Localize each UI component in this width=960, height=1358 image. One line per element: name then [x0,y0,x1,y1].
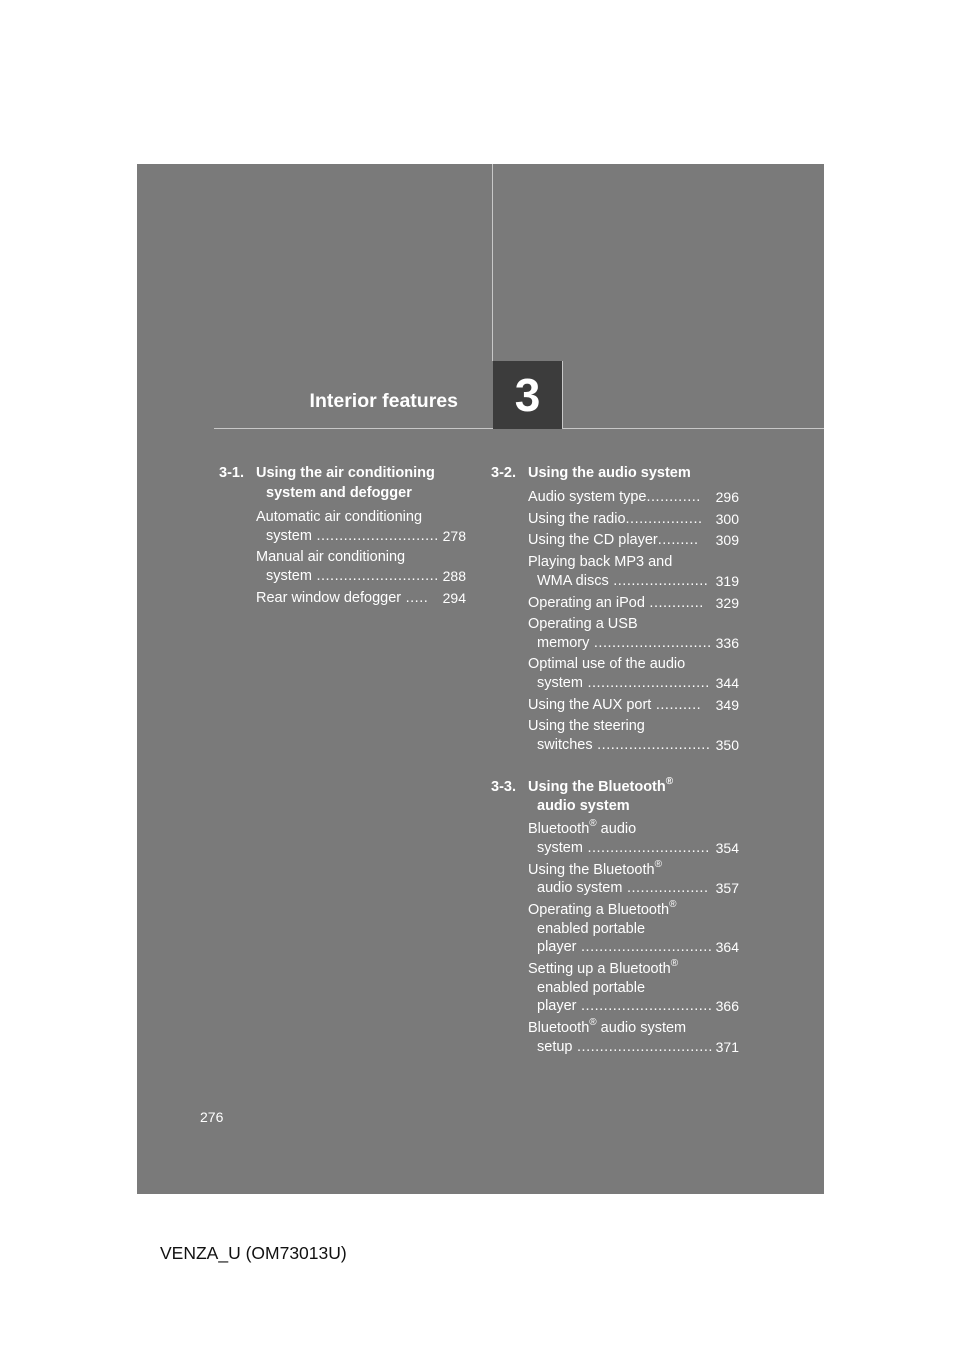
section-title-cont: system and defogger [266,485,412,501]
toc-item[interactable]: Optimal use of the audio [528,656,686,672]
toc-page-number[interactable]: 278 [442,528,466,544]
toc-item[interactable]: Bluetooth® audio system [528,1017,687,1036]
registered-mark: ® [654,859,662,871]
toc-page-number[interactable]: 349 [715,697,739,713]
toc-item[interactable]: Operating a USB [528,616,638,632]
header-divider-vertical [492,164,493,361]
toc-item-cont[interactable]: player ............................. [537,998,713,1014]
toc-page-number[interactable]: 350 [715,737,739,753]
toc-item-cont[interactable]: switches ......................... [537,737,711,753]
toc-item[interactable]: Using the AUX port .......... [528,697,702,713]
registered-mark: ® [665,776,674,788]
toc-item[interactable]: Audio system type............ [528,489,701,505]
section-number: 3-1. [219,465,244,481]
page-number: 276 [200,1109,224,1125]
toc-page-number[interactable]: 288 [442,568,466,584]
toc-item-cont[interactable]: WMA discs ..................... [537,573,709,589]
registered-mark: ® [669,899,677,911]
toc-item[interactable]: Bluetooth® audio [528,818,637,837]
chapter-title: Interior features [309,390,458,412]
toc-page-number[interactable]: 371 [715,1039,739,1055]
toc-page-number[interactable]: 357 [715,880,739,896]
toc-page-number[interactable]: 336 [715,635,739,651]
toc-item[interactable]: Manual air conditioning [256,549,406,565]
toc-page-number[interactable]: 319 [715,573,739,589]
toc-item-cont[interactable]: player ............................. [537,939,713,955]
toc-item[interactable]: Rear window defogger ..... [256,590,429,606]
toc-item[interactable]: Using the CD player......... [528,532,699,548]
section-title: Using the Bluetooth® [528,776,674,795]
toc-item[interactable]: Automatic air conditioning [256,509,423,525]
toc-item-cont[interactable]: memory .......................... [537,635,712,651]
section-number: 3-2. [491,465,516,481]
toc-item-cont[interactable]: system ........................... [537,840,710,856]
registered-mark: ® [589,818,597,830]
section-title-cont: audio system [537,798,630,814]
chapter-number-box [493,361,562,429]
toc-page-number[interactable]: 354 [715,840,739,856]
toc-item-cont[interactable]: setup .............................. [537,1039,713,1055]
toc-item-cont[interactable]: enabled portable [537,980,646,996]
toc-page-number[interactable]: 300 [715,511,739,527]
toc-page-number[interactable]: 329 [715,595,739,611]
section-title: Using the audio system [528,465,691,481]
toc-page-number[interactable]: 366 [715,998,739,1014]
toc-item[interactable]: Using the radio................. [528,511,703,527]
toc-item-cont[interactable]: system ........................... [266,528,439,544]
toc-item[interactable]: Setting up a Bluetooth® [528,958,679,977]
section-number: 3-3. [491,779,516,795]
toc-item-cont[interactable]: enabled portable [537,921,646,937]
registered-mark: ® [670,958,679,970]
chapter-number: 3 [514,369,541,421]
toc-page-number[interactable]: 309 [715,532,739,548]
toc-page-number[interactable]: 344 [715,675,739,691]
section-title: Using the air conditioning [256,465,435,481]
registered-mark: ® [589,1017,597,1029]
toc-item[interactable]: Using the steering [528,718,645,734]
toc-item-cont[interactable]: system ........................... [266,568,439,584]
toc-page-number[interactable]: 364 [715,939,739,955]
toc-page-number[interactable]: 296 [715,489,739,505]
document-code: VENZA_U (OM73013U) [160,1243,347,1263]
toc-item[interactable]: Operating an iPod ............ [528,595,704,611]
toc-item[interactable]: Using the Bluetooth® [528,859,662,878]
toc-item[interactable]: Playing back MP3 and [528,554,673,570]
toc-item[interactable]: Operating a Bluetooth® [528,899,677,918]
toc-page-number[interactable]: 294 [442,590,466,606]
toc-item-cont[interactable]: audio system .................. [537,880,709,896]
toc-item-cont[interactable]: system ........................... [537,675,710,691]
